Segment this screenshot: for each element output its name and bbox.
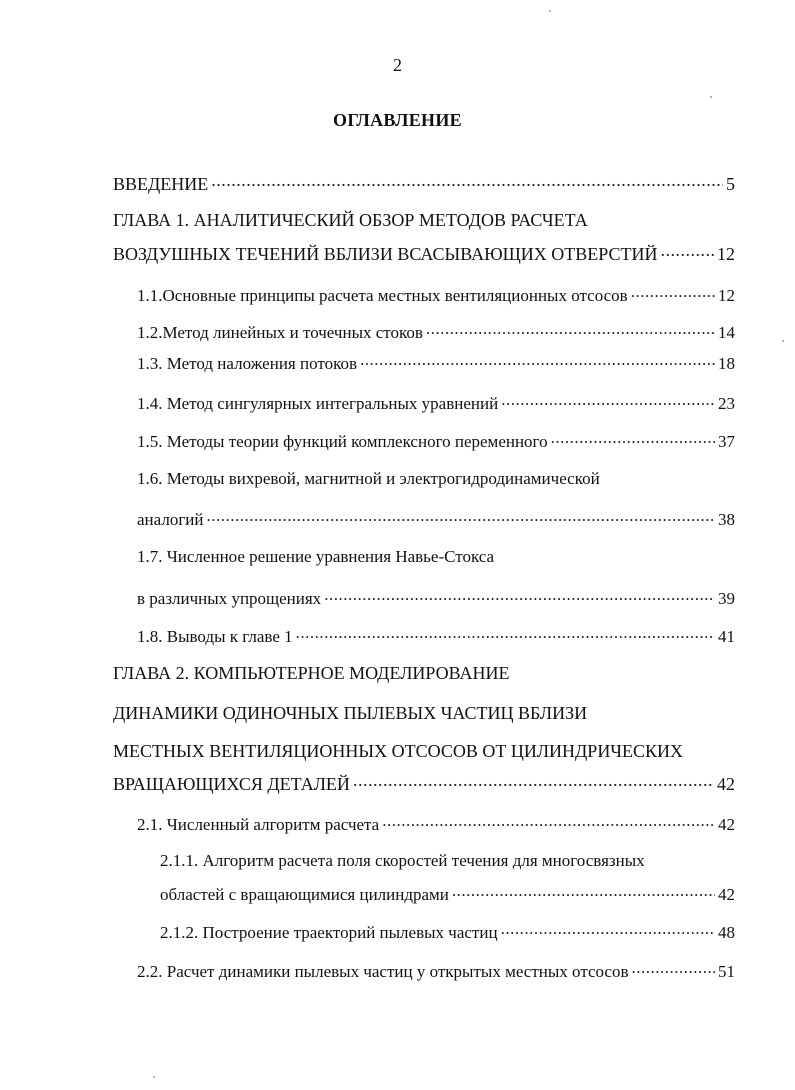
toc-entry-text: ДИНАМИКИ ОДИНОЧНЫХ ПЫЛЕВЫХ ЧАСТИЦ ВБЛИЗИ xyxy=(113,703,588,723)
toc-entry-page: 41 xyxy=(718,627,735,646)
toc-entry-page: 37 xyxy=(718,432,735,451)
toc-entry-page: 5 xyxy=(726,174,735,194)
toc-entry-2-1-2[interactable] xyxy=(160,921,735,943)
toc-entry-page: 14 xyxy=(718,323,735,342)
toc-entry-chapter-2-title-cont-3[interactable] xyxy=(113,772,735,795)
toc-entry-page: 42 xyxy=(718,885,735,904)
toc-entry-text: 1.8. Выводы к главе 1 xyxy=(137,627,293,646)
toc-leader-dots xyxy=(551,430,715,447)
toc-leader-dots xyxy=(360,352,715,369)
toc-entry-text: 2.1.1. Алгоритм расчета поля скоростей течения для многосвязных xyxy=(160,851,645,870)
toc-entry-text: ВРАЩАЮЩИХСЯ ДЕТАЛЕЙ xyxy=(113,774,350,794)
toc-entry-page: 48 xyxy=(718,923,735,942)
toc-entry-2-1-1[interactable] xyxy=(160,851,645,871)
toc-entry-introduction[interactable] xyxy=(113,172,735,195)
toc-entry-text: ГЛАВА 2. КОМПЬЮТЕРНОЕ МОДЕЛИРОВАНИЕ xyxy=(113,663,510,683)
toc-entry-page: 23 xyxy=(718,394,735,413)
toc-leader-dots xyxy=(426,321,715,338)
toc-entry-text: ВВЕДЕНИЕ xyxy=(113,174,209,194)
toc-entry-chapter-2-title-cont-2[interactable] xyxy=(113,741,683,762)
scan-speck xyxy=(153,1076,155,1078)
toc-leader-dots xyxy=(207,508,716,525)
toc-leader-dots xyxy=(324,587,715,604)
toc-entry-2-1[interactable] xyxy=(137,813,735,835)
toc-leader-dots xyxy=(296,625,715,642)
toc-entry-page: 18 xyxy=(718,354,735,373)
scan-speck xyxy=(710,96,712,98)
toc-entry-text: в различных упрощениях xyxy=(137,589,322,608)
toc-entry-chapter-1-title-cont[interactable] xyxy=(113,242,735,265)
toc-entry-page: 39 xyxy=(718,589,735,608)
toc-entry-page: 38 xyxy=(718,510,735,529)
toc-entry-text: аналогий xyxy=(137,510,204,529)
toc-entry-text: областей с вращающимися цилиндрами xyxy=(160,885,449,904)
toc-entry-text: 2.1.2. Построение траекторий пылевых частиц xyxy=(160,923,498,942)
page-number: 2 xyxy=(393,55,402,75)
toc-entry-1-4[interactable] xyxy=(137,392,735,414)
toc-leader-dots xyxy=(501,392,715,409)
toc-leader-dots xyxy=(631,284,715,301)
toc-entry-text: 1.5. Методы теории функций комплексного переменного xyxy=(137,432,548,451)
toc-entry-text: ВОЗДУШНЫХ ТЕЧЕНИЙ ВБЛИЗИ ВСАСЫВАЮЩИХ ОТВЕРСТИЙ xyxy=(113,244,658,264)
toc-entry-chapter-2-title[interactable] xyxy=(113,663,510,684)
toc-entry-page: 42 xyxy=(718,815,735,834)
toc-leader-dots xyxy=(632,960,715,977)
toc-entry-1-8[interactable] xyxy=(137,625,735,647)
toc-entry-1-7[interactable] xyxy=(137,547,494,567)
toc-entry-chapter-2-title-cont-1[interactable] xyxy=(113,703,587,724)
toc-entry-text: 1.1.Основные принципы расчета местных вентиляционных отсосов xyxy=(137,286,628,305)
toc-entry-1-6-cont[interactable] xyxy=(137,508,735,530)
toc-entry-chapter-1-title[interactable] xyxy=(113,210,588,231)
toc-title: ОГЛАВЛЕНИЕ xyxy=(333,110,462,130)
toc-leader-dots xyxy=(382,813,715,830)
toc-leader-dots xyxy=(211,172,723,190)
toc-entry-page: 42 xyxy=(717,774,735,794)
toc-entry-1-3[interactable] xyxy=(137,352,735,374)
toc-entry-page: 12 xyxy=(718,286,735,305)
toc-entry-1-1[interactable] xyxy=(137,284,735,306)
toc-entry-text: МЕСТНЫХ ВЕНТИЛЯЦИОННЫХ ОТСОСОВ ОТ ЦИЛИНДРИЧЕСКИХ xyxy=(113,741,684,761)
scan-speck xyxy=(782,340,784,342)
toc-entry-1-5[interactable] xyxy=(137,430,735,452)
toc-entry-text: ГЛАВА 1. АНАЛИТИЧЕСКИЙ ОБЗОР МЕТОДОВ РАСЧЕТА xyxy=(113,210,588,230)
toc-leader-dots xyxy=(353,772,714,790)
toc-entry-2-1-1-cont[interactable] xyxy=(160,883,735,905)
toc-leader-dots xyxy=(661,242,715,260)
toc-leader-dots xyxy=(452,883,715,900)
toc-entry-text: 1.4. Метод сингулярных интегральных уравнений xyxy=(137,394,499,413)
toc-entry-text: 1.7. Численное решение уравнения Навье-Стокса xyxy=(137,547,495,566)
toc-entry-1-6[interactable] xyxy=(137,469,600,489)
toc-entry-page: 51 xyxy=(718,962,735,981)
toc-entry-text: 2.1. Численный алгоритм расчета xyxy=(137,815,380,834)
toc-entry-2-2[interactable] xyxy=(137,960,735,982)
toc-entry-1-2[interactable] xyxy=(137,321,735,343)
toc-entry-1-7-cont[interactable] xyxy=(137,587,735,609)
toc-leader-dots xyxy=(501,921,715,938)
toc-entry-text: 1.3. Метод наложения потоков xyxy=(137,354,357,373)
toc-entry-text: 1.6. Методы вихревой, магнитной и электрогидродинамической xyxy=(137,469,600,488)
scan-speck xyxy=(549,10,551,12)
toc-entry-page: 12 xyxy=(717,244,735,264)
toc-entry-text: 2.2. Расчет динамики пылевых частиц у открытых местных отсосов xyxy=(137,962,629,981)
toc-entry-text: 1.2.Метод линейных и точечных стоков xyxy=(137,323,423,342)
